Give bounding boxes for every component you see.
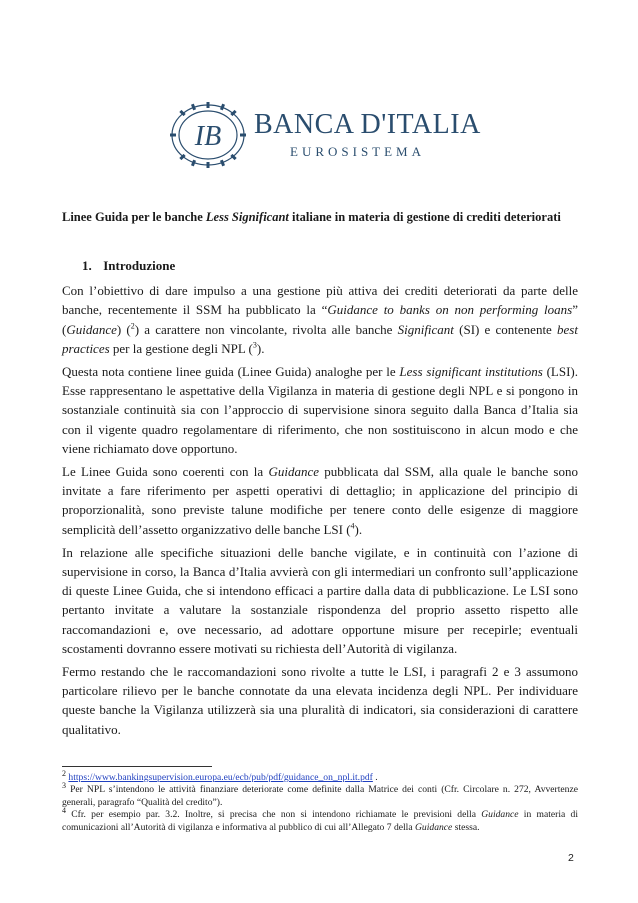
paragraph-2: Questa nota contiene linee guida (Linee Guida) analoghe per le Less significant institutions (LSI). Esse rappresentano le aspettative della Vigilanza in materia di gestione degli NPL e si pongono in sostanziale continuità sia con l’approccio di supervisione sinora seguito dalla Banca d’Italia sia con il vigente quadro regolamentare di riferimento, che non sostituiscono in alcun modo e che viene richiamato dove opportuno. (62, 364, 578, 456)
document-title: Linee Guida per le banche Less Significant italiane in materia di gestione di crediti deteriorati (62, 210, 561, 224)
header-logo (168, 100, 481, 170)
footnote-3: $^3$ Per NPL s’intendono le attività finanziare deteriorate come definite dalla Matrice dei conti (Cfr. Circolare n. 272, Avvertenze generali, paragrafo “Qualità del credito”). (62, 781, 578, 808)
footnote-ref-3[interactable]: 3 (252, 340, 257, 350)
footnote-ref-4[interactable]: 4 (350, 521, 355, 531)
document-body (62, 256, 578, 743)
paragraph-3: Le Linee Guida sono coerenti con la Guidance pubblicata dal SSM, alla quale le banche sono invitate a fare riferimento per aspetti operativi di dettaglio; in applicazione del principio di proporzionalità, sono previste talune modifiche per tenere conto delle esigenze di maggiore semplicità dell’assetto organizzativo delle banche LSI ($^4$). (62, 464, 578, 537)
paragraph-5: Fermo restando che le raccomandazioni sono rivolte a tutte le LSI, i paragrafi 2 e 3 assumono particolare rilievo per le banche connotate da una elevata incidenza degli NPL. Per individuare queste banche la Vigilanza utilizzerà sia una pluralità di indicatori, sia considerazioni di carattere qualitativo. (62, 664, 578, 737)
footnote-ref-2[interactable]: 2 (130, 321, 135, 331)
section-heading: 1. Introduzione (82, 258, 176, 273)
footnote-2: $^2$ https://www.bankingsupervision.europa.eu/ecb/pub/pdf/guidance_on_npl.it.pdf . (62, 768, 378, 783)
paragraph-4: In relazione alle specifiche situazioni delle banche vigilate, e in continuità con l’azione di supervisione in corso, la Banca d’Italia avvierà con gli intermediari un confronto sull’applicazione di queste Linee Guida, che si intendono efficaci a partire dalla data di pubblicazione. Le LSI sono pertanto invitate a valutare la sostanziale rispondenza del proprio assetto rispetto alle raccomandazioni e, ove necessario, ad adottare opportune misure per recepirle; eventuali scostamenti dovranno essere motivati su richiesta dell’Autorità di vigilanza. (62, 544, 578, 656)
svg-text:IB: IB (194, 121, 222, 152)
footnote-divider (62, 766, 212, 767)
footnotes (62, 768, 578, 834)
footnote-4: $^4$ Cfr. per esempio par. 3.2. Inoltre, si precisa che non si intendono richiamate le previsioni della Guidance in materia di comunicazioni all’Autorità di vigilanza e informativa al pubblico di cui all’Allegato 7 della Guidance stessa. (62, 806, 578, 833)
page-number: 2 (568, 852, 574, 864)
bank-subtitle: EUROSISTEMA (290, 144, 426, 159)
paragraph-1: Con l’obiettivo di dare impulso a una gestione più attiva dei crediti deteriorati da parte delle banche, recentemente il SSM ha pubblicato la “Guidance to banks on non performing loans” (Guidance) ($^2$) a carattere non vincolante, rivolta alle banche Significant (SI) e contenente best practices per la gestione degli NPL ($^3$). (62, 283, 579, 356)
bank-name: BANCA D'ITALIA (254, 109, 481, 140)
footnote-link[interactable]: https://www.bankingsupervision.europa.eu/ecb/pub/pdf/guidance_on_npl.it.pdf (68, 772, 373, 783)
bank-of-italy-emblem-icon (168, 100, 248, 170)
